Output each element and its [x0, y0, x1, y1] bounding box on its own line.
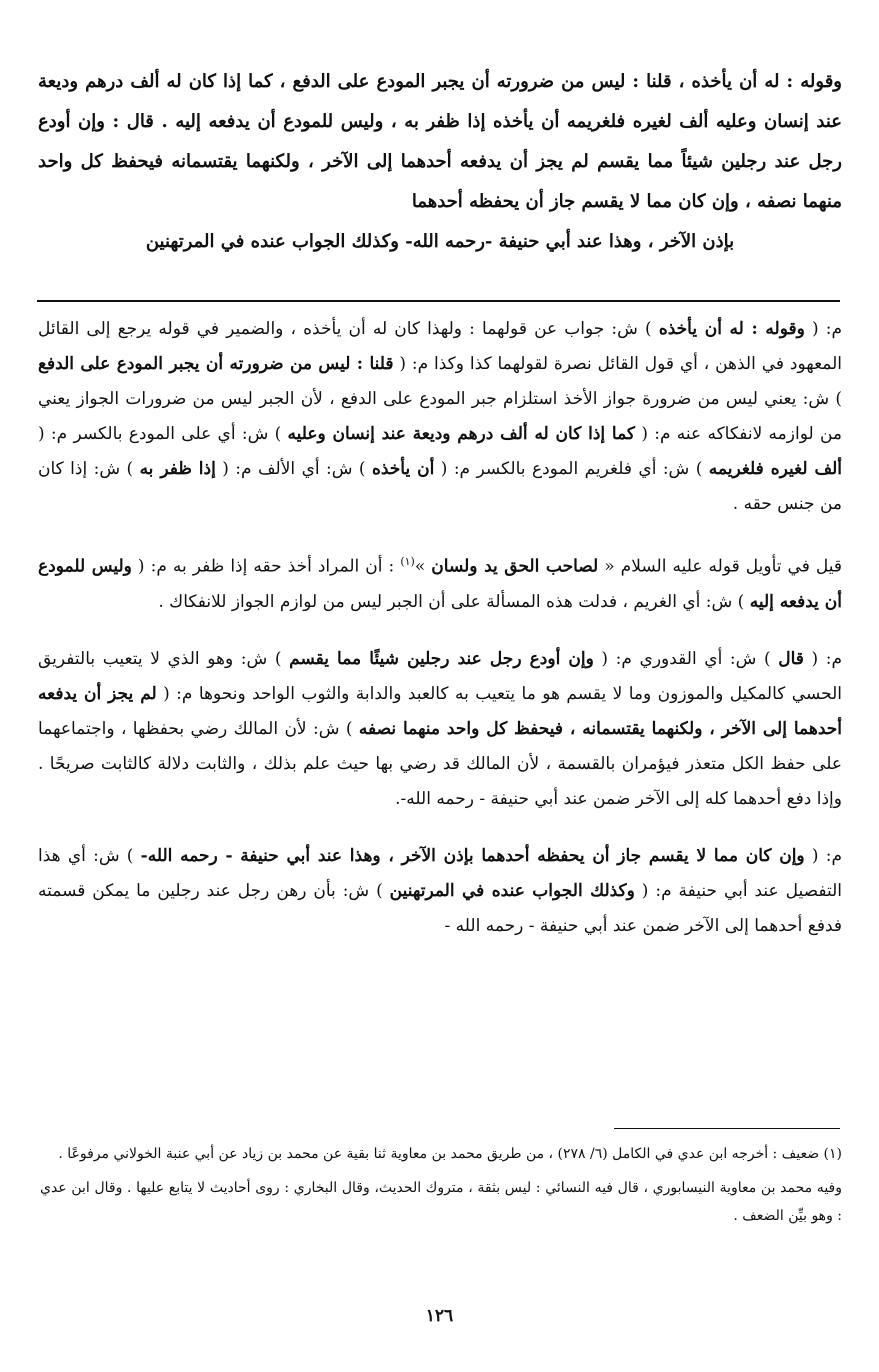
- text-run: ) ش: أي الغريم ، فدلت هذه المسألة على أن الجبر ليس من لوازم الجواز للانفكاك .: [158, 591, 750, 612]
- footnote-separator-rule: [614, 1128, 840, 1129]
- footnote-1-continued: وفيه محمد بن معاوية النيسابوري ، قال فيه النسائي : ليس بثقة ، متروك الحديث، وقال البخاري : روى أحاديث لا يتابع عليها . وقال ابن عدي : وهو بيِّن الضعف .: [40, 1180, 842, 1224]
- text-run: ) ش: جواب عن قولهما : ولهذا كان له أن يأخذه ، والضمير في قوله يرجع إلى القائل المعهود في الذهن ، أي قول القائل نصرة لقولهما كذا وكذا م: (: [38, 319, 842, 374]
- sharh-paragraph-4: [38, 839, 842, 944]
- sharh-paragraph-3: [38, 642, 842, 817]
- page-number: ١٢٦: [425, 1306, 454, 1326]
- footnote-marker: (١): [400, 555, 415, 568]
- text-run: م: (: [804, 319, 842, 339]
- quoted-hadith: لصاحب الحق يد ولسان: [431, 556, 599, 577]
- text-run: ) ش: بأن رهن رجل عند رجلين ما يمكن قسمته فدفع أحدهما إلى الآخر ضمن عند أبي حنيفة - رحمه الله -: [38, 880, 842, 936]
- sharh-commentary: [38, 312, 842, 966]
- quoted-matn: إذا ظفر به: [139, 459, 216, 479]
- quoted-matn: ألف لغيره فلغريمه: [708, 459, 842, 479]
- text-run: م: (: [803, 648, 842, 669]
- quoted-matn: أن يأخذه: [371, 459, 435, 479]
- sharh-paragraph-1: [38, 312, 842, 522]
- text-run: ) ش: لأن المالك رضي بحفظها ، واجتماعهما على حفظ الكل متعذر فيؤمران بالقسمة ، لأن المالك قد رضي بها حيث علم بذلك ، والثابت دلالة كالثابت صريحًا . وإذا دفع أحدهما كله إلى الآخر ضمن عند أبي حنيفة - رحمه الله-.: [38, 718, 842, 809]
- matn-text: [38, 62, 842, 262]
- text-run: ) ش: أي الألف م: (: [215, 459, 372, 479]
- quoted-matn: وإن كان مما لا يقسم جاز أن يحفظه أحدهما بإذن الآخر ، وهذا عند أبي حنيفة - رحمه الله-: [140, 845, 805, 866]
- text-run: ) ش: يعني ليس من ضرورة جواز الأخذ استلزام جبر المودع على الدفع ، لأن الجبر ليس من ضرورات الجواز يعني من لوازمه لانفكاكه عنه م: (: [38, 389, 842, 444]
- quoted-matn: وكذلك الجواب عنده في المرتهنين: [389, 880, 635, 901]
- quoted-matn: قلنا : ليس من ضرورته أن يجبر المودع على الدفع: [38, 354, 394, 374]
- text-run: ) ش: أي هذا التفصيل عند أبي حنيفة م: (: [38, 845, 843, 901]
- matn-last-line-text: بإذن الآخر ، وهذا عند أبي حنيفة -رحمه الله- وكذلك الجواب عنده في المرتهنين: [145, 231, 735, 252]
- quoted-matn: وليس للمودع أن يدفعه إليه: [38, 556, 842, 612]
- quoted-matn: لم يجز أن يدفعه أحدهما إلى الآخر ، ولكنهما يقتسمانه ، فيحفظ كل واحد منهما نصفه: [38, 683, 842, 739]
- text-run: ) ش: وهو الذي لا يتعيب بالتفريق الحسي كالمكيل والموزون وما لا يقسم هو ما يتعيب به كالعبد والدابة والثوب الواحد ونحوها م: (: [38, 648, 842, 704]
- matn-last-line: [38, 222, 842, 262]
- quoted-matn: وإن أودع رجل عند رجلين شيئًا مما يقسم: [289, 648, 594, 669]
- text-run: ) ش: إذا كان من جنس حقه .: [38, 459, 842, 514]
- text-run: قيل في تأويل قوله عليه السلام «: [598, 556, 843, 577]
- matn-paragraph: [38, 62, 842, 222]
- footnotes: [40, 1140, 842, 1236]
- text-run: : أن المراد أخذ حقه إذا ظفر به م: (: [131, 556, 401, 577]
- text-run: ) ش: أي فلغريم المودع بالكسر م: (: [434, 459, 709, 479]
- matn-body: وقوله : له أن يأخذه ، قلنا : ليس من ضرورته أن يجبر المودع على الدفع ، كما إذا كان له ألف درهم وديعة عند إنسان وعليه ألف لغيره فلغريمه أن يأخذه إذا ظفر به ، وليس للمودع أن يدفعه إليه . قال : وإن أودع رجل عند رجلين شيئاً مما يقسم لم يجز أن يدفعه أحدهما إلى الآخر ، ولكنهما يقتسمانه فيحفظ كل واحد منهما نصفه ، وإن كان مما لا يقسم جاز أن يحفظه أحدهما: [38, 71, 842, 212]
- matn-separator-rule: [37, 300, 840, 302]
- text-run: ) ش: أي القدوري م: (: [593, 648, 779, 669]
- sharh-paragraph-2: [38, 544, 842, 620]
- quoted-matn: وقوله : له أن يأخذه: [658, 319, 805, 339]
- footnote-1: (١) ضعيف : أخرجه ابن عدي في الكامل (٦/ ٢٧٨) ، من طريق محمد بن معاوية ثنا بقية عن محمد بن زياد عن أبي عنبة الخولاني مرفوعًا .: [58, 1146, 842, 1162]
- text-run: م: (: [804, 845, 842, 866]
- text-run: ) ش: أي على المودع بالكسر م: (: [38, 424, 288, 444]
- quoted-matn: كما إذا كان له ألف درهم وديعة عند إنسان وعليه: [287, 424, 636, 444]
- text-run: »: [414, 556, 432, 577]
- quoted-matn: قال: [778, 648, 804, 669]
